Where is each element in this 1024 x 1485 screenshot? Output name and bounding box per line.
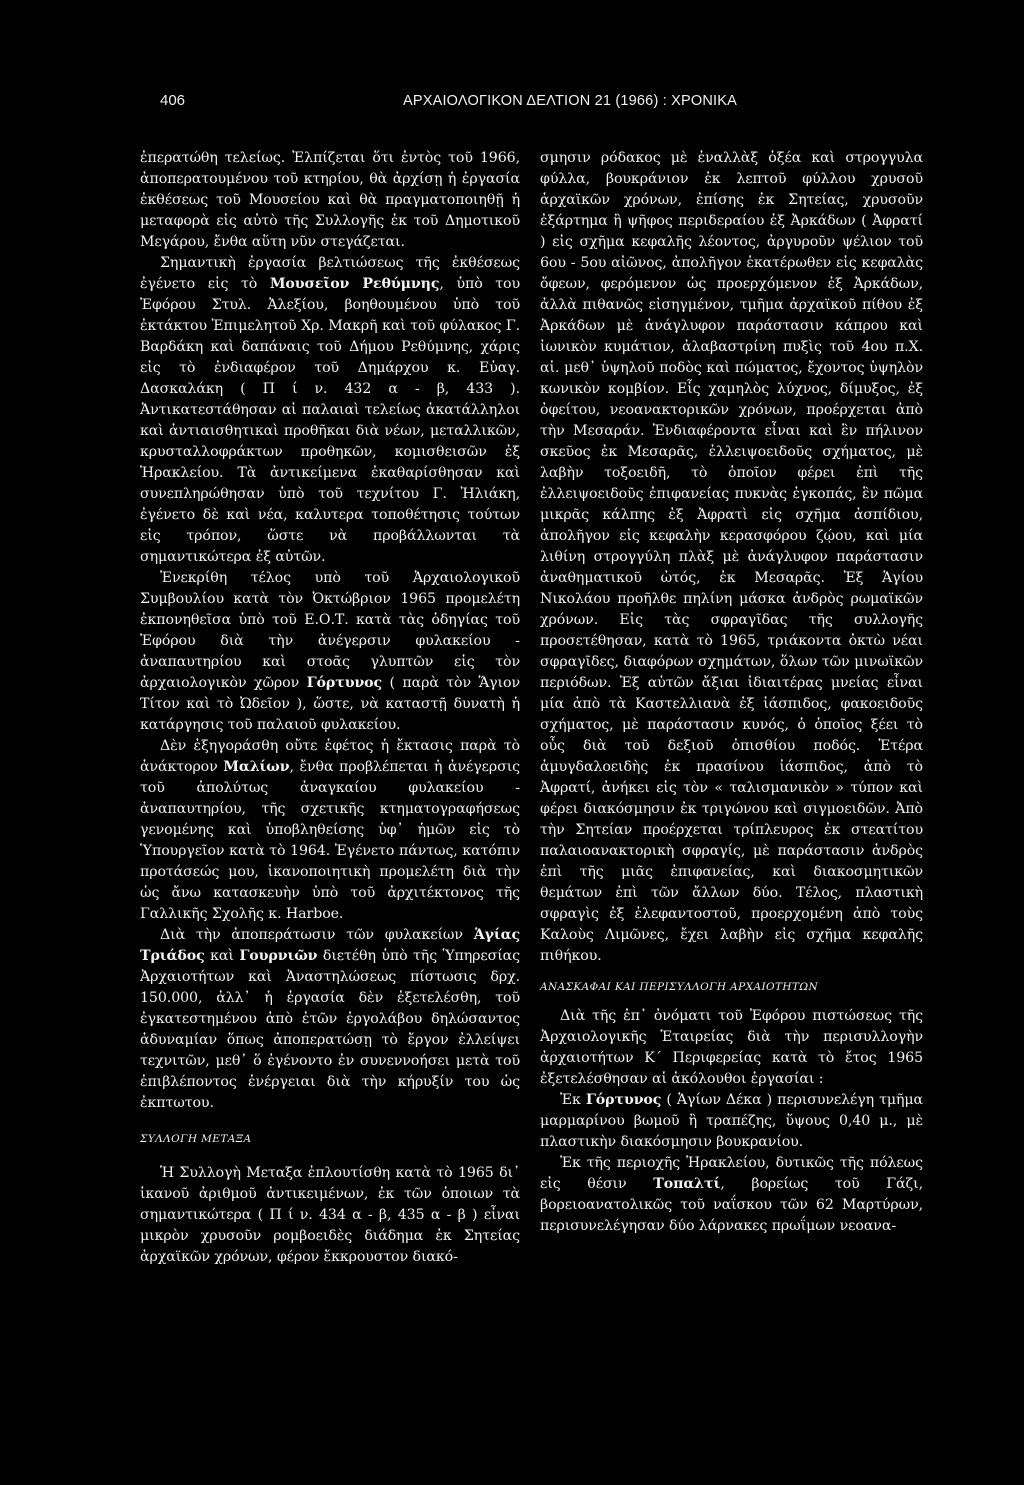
text-run: , βορείως τοῦ Γάζι, βορειοανατολικῶς τοῦ ναΐσκου τῶν 62 Μαρτύρων, περισυνελέγησαν δύο λάρνακες πρωΐμων νεοανα- (540, 1176, 923, 1234)
running-header (160, 92, 890, 109)
text-run: Ἐκ (560, 1092, 586, 1108)
place-name-bold: Τοπαλτί (653, 1176, 721, 1192)
text-run: Ἐνεκρίθη τέλος υπὸ τοῦ Ἀρχαιολογικοῦ Συμβουλίου κατὰ τὸν Ὀκτώβριον 1965 προμελέτη ἐκπονηθεῖσα ὑπὸ τοῦ Ε.Ο.Τ. κατὰ τὰς ὁδηγίας τοῦ Ἐφόρου διὰ τὴν ἀνέγερσιν φυλακείου - ἀναπαυτηρίου καὶ στοᾶς γλυπτῶν εἰς τὸν ἀρχαιολογικὸν χῶρον (140, 570, 520, 691)
paragraph-gortyn-altar (540, 1090, 923, 1153)
section-heading-metaxa: ΣΥΛΛΟΓΗ ΜΕΤΑΞΑ (140, 1133, 252, 1145)
place-name-bold: Μουσεῖον Ρεθύμνης (269, 276, 440, 292)
text-run: Διὰ τὴν ἀποπεράτωσιν τῶν φυλακείων (160, 927, 474, 943)
paragraph-funding: Διὰ τῆς ἐπ᾽ ὀνόματι τοῦ Ἐφόρου πιστώσεως τῆς Ἀρχαιολογικῆς Ἑταιρείας διὰ τὴν περισυλλογὴν ἀρχαιοτήτων Κ´ Περιφερείας κατὰ τὸ ἔτος 1965 ἐξετελέσθησαν αἱ ἀκόλουθοι ἐργασίαι : (540, 1008, 923, 1087)
place-name-bold: Γουρνιῶν (239, 948, 318, 964)
text-run: , ἔνθα προβλέπεται ἡ ἀνέγερσις τοῦ ἀπολύτως ἀναγκαίου φυλακείου - ἀναπαυτηρίου, τῆς σχετικῆς κτηματογραφήσεως γενομένης καὶ ὑποβληθείσης ὑφ᾽ ἡμῶν εἰς τὸ Ὑπουργεῖον κατὰ τὸ 1964. Ἐγένετο πάντως, κατόπιν προτάσεώς μου, ἱκανοποιητικὴ προμελέτη διὰ τὴν ὡς ἄνω κατασκευὴν ὑπὸ τοῦ ἀρχιτέκτονος τῆς Γαλλικῆς Σχολῆς κ. Harboe. (140, 759, 521, 922)
section-heading-excavations: ΑΝΑΣΚΑΦΑΙ ΚΑΙ ΠΕΡΙΣΥΛΛΟΓΗ ΑΡΧΑΙΟΤΗΤΩΝ (540, 981, 819, 993)
text-run: ( παρὰ τὸν Ἅγιον Τίτον καὶ τὸ Ὠδεῖον ), ὥστε, νὰ καταστῇ δυνατὴ ἡ κατάργησις τοῦ παλαιοῦ φυλακείου. (140, 675, 520, 733)
paragraph-gortyn-guardhouse (140, 568, 520, 736)
text-run: Ἐκ τῆς περιοχῆς Ἡρακλείου, δυτικῶς τῆς πόλεως εἰς θέσιν (540, 1155, 923, 1192)
paragraph-metaxa-collection: Ἡ Συλλογὴ Μεταξα ἐπλουτίσθη κατὰ τὸ 1965 δι᾽ ἱκανοῦ ἀριθμοῦ ἀντικειμένων, ἐκ τῶν ὁποιων τὰ σημαντικώτερα ( Π ί ν. 434 α - β, 435 α - β ) εἶναι μικρὸν χρυσοῦν ρομβοειδὲς διάδημα ἐκ Σητείας ἀρχαϊκῶν χρόνων, φέρον ἔκκρουστον διακό- (140, 1165, 520, 1265)
place-name-bold: Ἁγίας Τριάδος (140, 927, 520, 964)
running-title: ΑΡΧΑΙΟΛΟΓΙΚΟΝ ΔΕΛΤΙΟΝ 21 (1966) : ΧΡΟΝΙΚΑ (402, 93, 738, 109)
paragraph-malia-palace (140, 736, 520, 925)
text-run: Σημαντικὴ ἐργασία βελτιώσεως τῆς ἐκθέσεως ἐγένετο εἰς τὸ (140, 255, 520, 292)
page-number: 406 (160, 92, 186, 109)
paragraph-rethymno-museum (140, 253, 520, 568)
paragraph-topalti-larnakes (540, 1153, 923, 1237)
paragraph-guardhouses (140, 925, 520, 1114)
paragraph-museum-completion: ἐπερατώθη τελείως. Ἐλπίζεται ὅτι ἐντὸς τοῦ 1966, ἀποπερατουμένου τοῦ κτηρίου, θὰ ἀρχίσῃ ἡ ἐργασία ἐκθέσεως τοῦ Μουσείου καὶ θὰ πραγματοποιηθῇ ἡ μεταφορὰ εἰς αὐτὸ τῆς Συλλογῆς ἐκ τοῦ Δημοτικοῦ Μεγάρου, ἔνθα αὕτη νῦν στεγάζεται. (140, 150, 520, 250)
place-name-bold: Γόρτυνος (306, 675, 383, 691)
paragraph-collection-items: σμησιν ρόδακος μὲ ἐναλλὰξ ὀξέα καὶ στρογγυλα φύλλα, βουκράνιον ἐκ λεπτοῦ φύλλου χρυσοῦ ἀρχαϊκῶν χρόνων, ἐπίσης ἐκ Σητείας, χρυσοῦν ἐξάρτημα ἢ ψῆφος περιδεραίου ἐξ Ἀρκάδων ( Ἀφρατί ) εἰς σχῆμα κεφαλῆς λέοντος, ἀργυροῦν ψέλιον τοῦ 6ου - 5ου αἰῶνος, ἀπολῆγον ἑκατέρωθεν εἰς κεφαλὰς ὄφεων, φερόμενον ὡς προερχόμενον ἐξ Ἀρκάδων, ἀλλὰ πιθανῶς εἰσηγμένον, τμῆμα ἀρχαϊκοῦ πίθου ἐξ Ἀρκάδων μὲ ἀνάγλυφον παράστασιν κάπρου καὶ ἰωνικὸν κυμάτιον, ἀλαβαστρίνη πυξὶς τοῦ 4ου π.Χ. αἰ. μεθ᾽ ὑψηλοῦ ποδὸς καὶ πώματος, ἔχοντος ὑψηλὸν κωνικὸν κομβίον. Εἷς χαμηλὸς λύχνος, δίμυξος, ἐξ ὀφείτου, νεοανακτορικῶν χρόνων, προέρχεται ἀπὸ τὴν Μεσαράν. Ἐνδιαφέροντα εἶναι καὶ ἓν πήλινον σκεῦος ἐκ Μεσαρᾶς, ἐλλειψοειδοῦς σχήματος, μὲ λαβὴν τοξοειδῆ, τὸ ὁποῖον φέρει ἐπὶ τῆς ἐλλειψοειδοῦς ἐπιφανείας πυκνὰς ἐγκοπάς, ἓν πῶμα μικρᾶς κάλπης ἐξ Ἀφρατὶ εἰς σχῆμα ἀσπίδιου, ἀπολῆγον εἰς κεφαλὴν κερασφόρου ζῴου, καὶ μία λιθίνη στρογγύλη πλὰξ μὲ ἀνάγλυφον παράστασιν ἀναθηματικοῦ ὠτός, ἐκ Μεσαρᾶς. Ἐξ Ἁγίου Νικολάου προῆλθε πηλίνη μάσκα ἀνδρὸς ρωμαϊκῶν χρόνων. Εἰς τὰς σφραγῖδας τῆς συλλογῆς προσετέθησαν, κατὰ τὸ 1965, τριάκοντα ὀκτὼ νέαι σφραγῖδες, διαφόρων σχημάτων, ὅλων τῶν μινωϊκῶν περιόδων. Ἐξ αὐτῶν ἄξιαι ἰδιαιτέρας μνείας εἶναι μία ἀπὸ τὰ Καστελλιανὰ ἐξ ἰάσπιδος, φακοειδοῦς σχήματος, μὲ παράστασιν κυνός, ὁ ὁποῖος ξέει τὸ οὖς διὰ τοῦ δεξιοῦ ὀπισθίου ποδός. Ἑτέρα ἀμυγδαλοειδὴς ἐκ πρασίνου ἰάσπιδος, ἀπὸ τὸ Ἀφρατί, ἀνήκει εἰς τὸν « ταλισμανικὸν » τύπον καὶ φέρει διακόσμησιν ἐκ τριγώνου καὶ σιγμοειδῶν. Ἀπὸ τὴν Σητείαν προέρχεται τρίπλευρος ἐκ στεατίτου παλαιοανακτορικὴ σφραγίς, μὲ παράστασιν ἀνδρὸς ἐπὶ τῆς μιᾶς ἐπιφανείας, καὶ διακοσμητικῶν θεμάτων ἐπὶ τῶν ἄλλων δύο. Τέλος, πλαστικὴ σφραγὶς ἐξ ἐλεφαντοστοῦ, προερχομένη ἀπὸ τοὺς Καλοὺς Λιμῶνες, ἔχει λαβὴν εἰς σχῆμα κεφαλῆς πιθήκου. (540, 150, 923, 964)
left-column (140, 148, 520, 1268)
text-run: καὶ (204, 948, 240, 964)
place-name-bold: Μαλίων (223, 759, 290, 775)
text-run: Δὲν ἐξηγοράσθη οὔτε ἐφέτος ἡ ἔκτασις παρὰ τὸ ἀνάκτορον (140, 738, 520, 775)
text-run: ( Ἁγίων Δέκα ) περισυνελέγη τμῆμα μαρμαρίνου βωμοῦ ἢ τραπέζης, ὕψους 0,40 μ., μὲ πλαστικὴν διακόσμησιν βουκρανίου. (540, 1092, 923, 1150)
place-name-bold: Γόρτυνος (585, 1092, 662, 1108)
text-run: , ὑπὸ του Ἐφόρου Στυλ. Ἀλεξίου, βοηθουμένου ὑπὸ τοῦ ἐκτάκτου Ἐπιμελητοῦ Χρ. Μακρῆ καὶ τοῦ φύλακος Γ. Βαρδάκη καὶ δαπάναις τοῦ Δήμου Ρεθύμνης, χάρις εἰς τὸ ἐνδιαφέρον τοῦ Δημάρχου κ. Εὐαγ. Δασκαλάκη ( Π ί ν. 432 α - β, 433 ). Ἀντικατεστάθησαν αἱ παλαιαὶ τελείως ἀκατάλληλοι καὶ ἀντιαισθητικαὶ προθῆκαι διὰ νέων, μεταλλικῶν, κρυσταλλοφράκτων προθηκῶν, κομισθεισῶν ἐξ Ἡρακλείου. Τὰ ἀντικείμενα ἐκαθαρίσθησαν καὶ συνεπληρώθησαν ὑπὸ τοῦ τεχνίτου Γ. Ἠλιάκη, ἐγένετο δὲ καὶ νέα, καλυτερα τοποθέτησις τούτων εἰς τρόπον, ὥστε νὰ προβάλλωνται τὰ σημαντικώτερα ἐξ αὐτῶν. (140, 276, 520, 565)
text-run: διετέθη ὑπὸ τῆς Ὑπηρεσίας Ἀρχαιοτήτων καὶ Ἀναστηλώσεως πίστωσις δρχ. 150.000, ἀλλ᾽ ἡ ἐργασία δὲν ἐξετελέσθη, τοῦ ἐγκατεστημένου ἀπὸ ἐτῶν ἐργολάβου δηλώσαντος ἀδυναμίαν ὅπως ἀποπερατώσῃ τὸ ἔργον ἐλλείψει τεχνιτῶν, μεθ᾽ ὅ ἐγένοντο ἐν συνεννοήσει μετὰ τοῦ ἐπιβλέποντος ἐνέργειαι διὰ τὴν κήρυξίν του ὡς ἐκπτωτου. (140, 948, 520, 1111)
right-column (540, 148, 923, 1237)
